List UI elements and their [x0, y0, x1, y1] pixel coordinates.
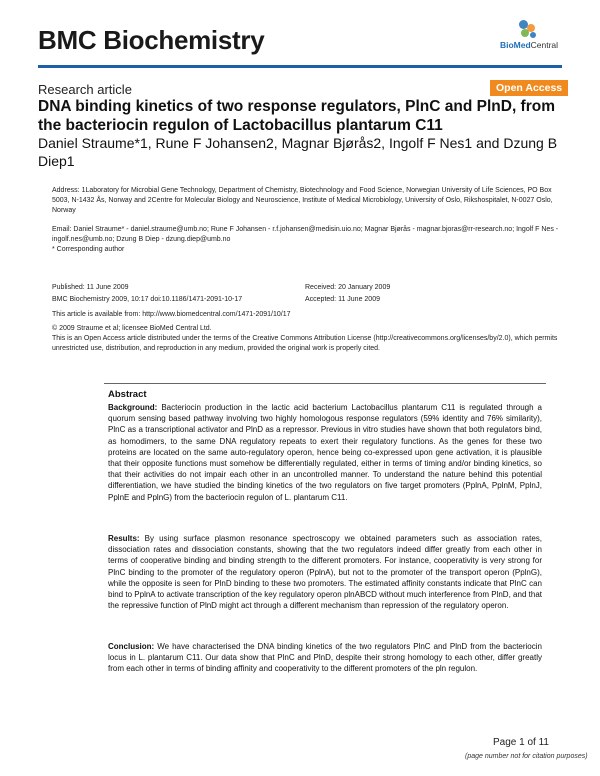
background-text: Bacteriocin production in the lactic acid bacterium Lactobacillus plantarum C11 is regulated through a quorum sensing based pathway involving two highly homologous response regulators (59% identity and 76% similarity), PlnC as a transcriptional activator and PlnD as a repressor. Previous in vitro studies have shown that both regulators bind, as homodimers, to the same DNA regulatory repeats to exert their regulatory functions. As the genes for these two proteins are located on the same auto-regulatory operon, hence being co-expressed upon gene activation, it is plausible that their opposite functions must somehow be differentially regulated, either in terms of timing and/or binding kinetics, so that their activities do not impair each other in an uncontrolled manner. To understand the nature behind this potential differentiation, we have studied the binding kinetics of the two regulators on five target promoters (PplnA, PplnM, PplnJ, PplnE and PplnG) from the bacteriocin regulon of L. plantarum C11.: [108, 403, 542, 502]
author-list: Daniel Straume*1, Rune F Johansen2, Magnar Bjørås2, Ingolf F Nes1 and Dzung B Diep1: [38, 135, 558, 169]
logo-text: BioMedCentral: [499, 40, 559, 50]
author-address: Address: 1Laboratory for Microbial Gene Technology, Department of Chemistry, Biotechnology and Food Science, Norwegian University of Life Sciences, PO Box 5003, N-1432 Ås, Norway and 2Centre for Molecular Biology and Neuroscience, Institute of Medical Microbiology, University of Oslo, Rikshospitalet, N-0027 Oslo, Norway: [52, 187, 553, 214]
received-date: Received: 20 January 2009: [305, 284, 391, 291]
copyright-notice: © 2009 Straume et al; licensee BioMed Central Ltd.: [52, 325, 212, 332]
logo-mark-icon: [489, 20, 569, 40]
article-type: Research article: [38, 82, 132, 97]
page-note: (page number not for citation purposes): [465, 753, 588, 760]
article-url[interactable]: This article is available from: http://www.biomedcentral.com/1471-2091/10/17: [52, 311, 291, 318]
results-label: Results:: [108, 534, 140, 543]
license-notice: This is an Open Access article distributed under the terms of the Creative Commons Attribution License (http://creativecommons.org/licenses/by/2.0), which permits unrestricted use, distribution, and reproduction in any medium, provided the original work is properly cited.: [52, 335, 558, 352]
article-title: DNA binding kinetics of two response regulators, PlnC and PlnD, from the bacteriocin regulon of Lactobacillus plantarum C11: [38, 98, 556, 134]
accepted-date: Accepted: 11 June 2009: [305, 296, 380, 303]
abstract-conclusion: [108, 641, 542, 675]
journal-title: BMC Biochemistry: [38, 25, 265, 55]
abstract-results: [108, 533, 542, 611]
corresponding-author-note: * Corresponding author: [52, 246, 125, 253]
biomed-central-logo: [489, 20, 569, 50]
author-emails: Email: Daniel Straume* - daniel.straume@umb.no; Rune F Johansen - r.f.johansen@medisin.uio.no; Magnar Bjørås - magnar.bjoras@rr-research.no; Ingolf F Nes - ingolf.nes@umb.no; Dzung B Diep - dzung.diep@umb.no: [52, 226, 559, 243]
abstract-rule: [104, 383, 546, 384]
page-number: Page 1 of 11: [493, 737, 549, 748]
abstract-background: [108, 402, 542, 503]
conclusion-text: We have characterised the DNA binding kinetics of the two regulators PlnC and PlnD from the bacteriocin locus in L. plantarum C11. Our data show that PlnC and PlnD, despite their strong homology to each other, differ greatly from each other in terms of binding affinity and cooperativity to the different promoters of the pln regulon.: [108, 642, 542, 674]
conclusion-label: Conclusion:: [108, 642, 155, 651]
published-date: Published: 11 June 2009: [52, 284, 129, 291]
results-text: By using surface plasmon resonance spectroscopy we obtained parameters such as association rates, dissociation rates and dissociation constants, showing that the two regulators indeed differ greatly from each other in terms of cooperative binding and binding strength to the different promoters. For instance, cooperativity is very strong for PlnC binding to the promoter of the regulatory operon (PplnA), but not to the promoter of the transport operon (PplnG), while the opposite is seen for PlnD binding to these two promoters. The estimated affinity constants indicate that PlnC can bind to PplnA to activate transcription of the key regulatory operon plnABCD without much interference from PlnD, and that the repressive function of PlnD might act through a different mechanism than repression of the regulatory operon.: [108, 534, 543, 611]
citation-doi: BMC Biochemistry 2009, 10:17 doi:10.1186/1471-2091-10-17: [52, 296, 243, 303]
abstract-heading: Abstract: [108, 389, 147, 400]
background-label: Background:: [108, 403, 158, 412]
header-rule: [38, 65, 562, 68]
open-access-badge: Open Access: [490, 80, 568, 96]
